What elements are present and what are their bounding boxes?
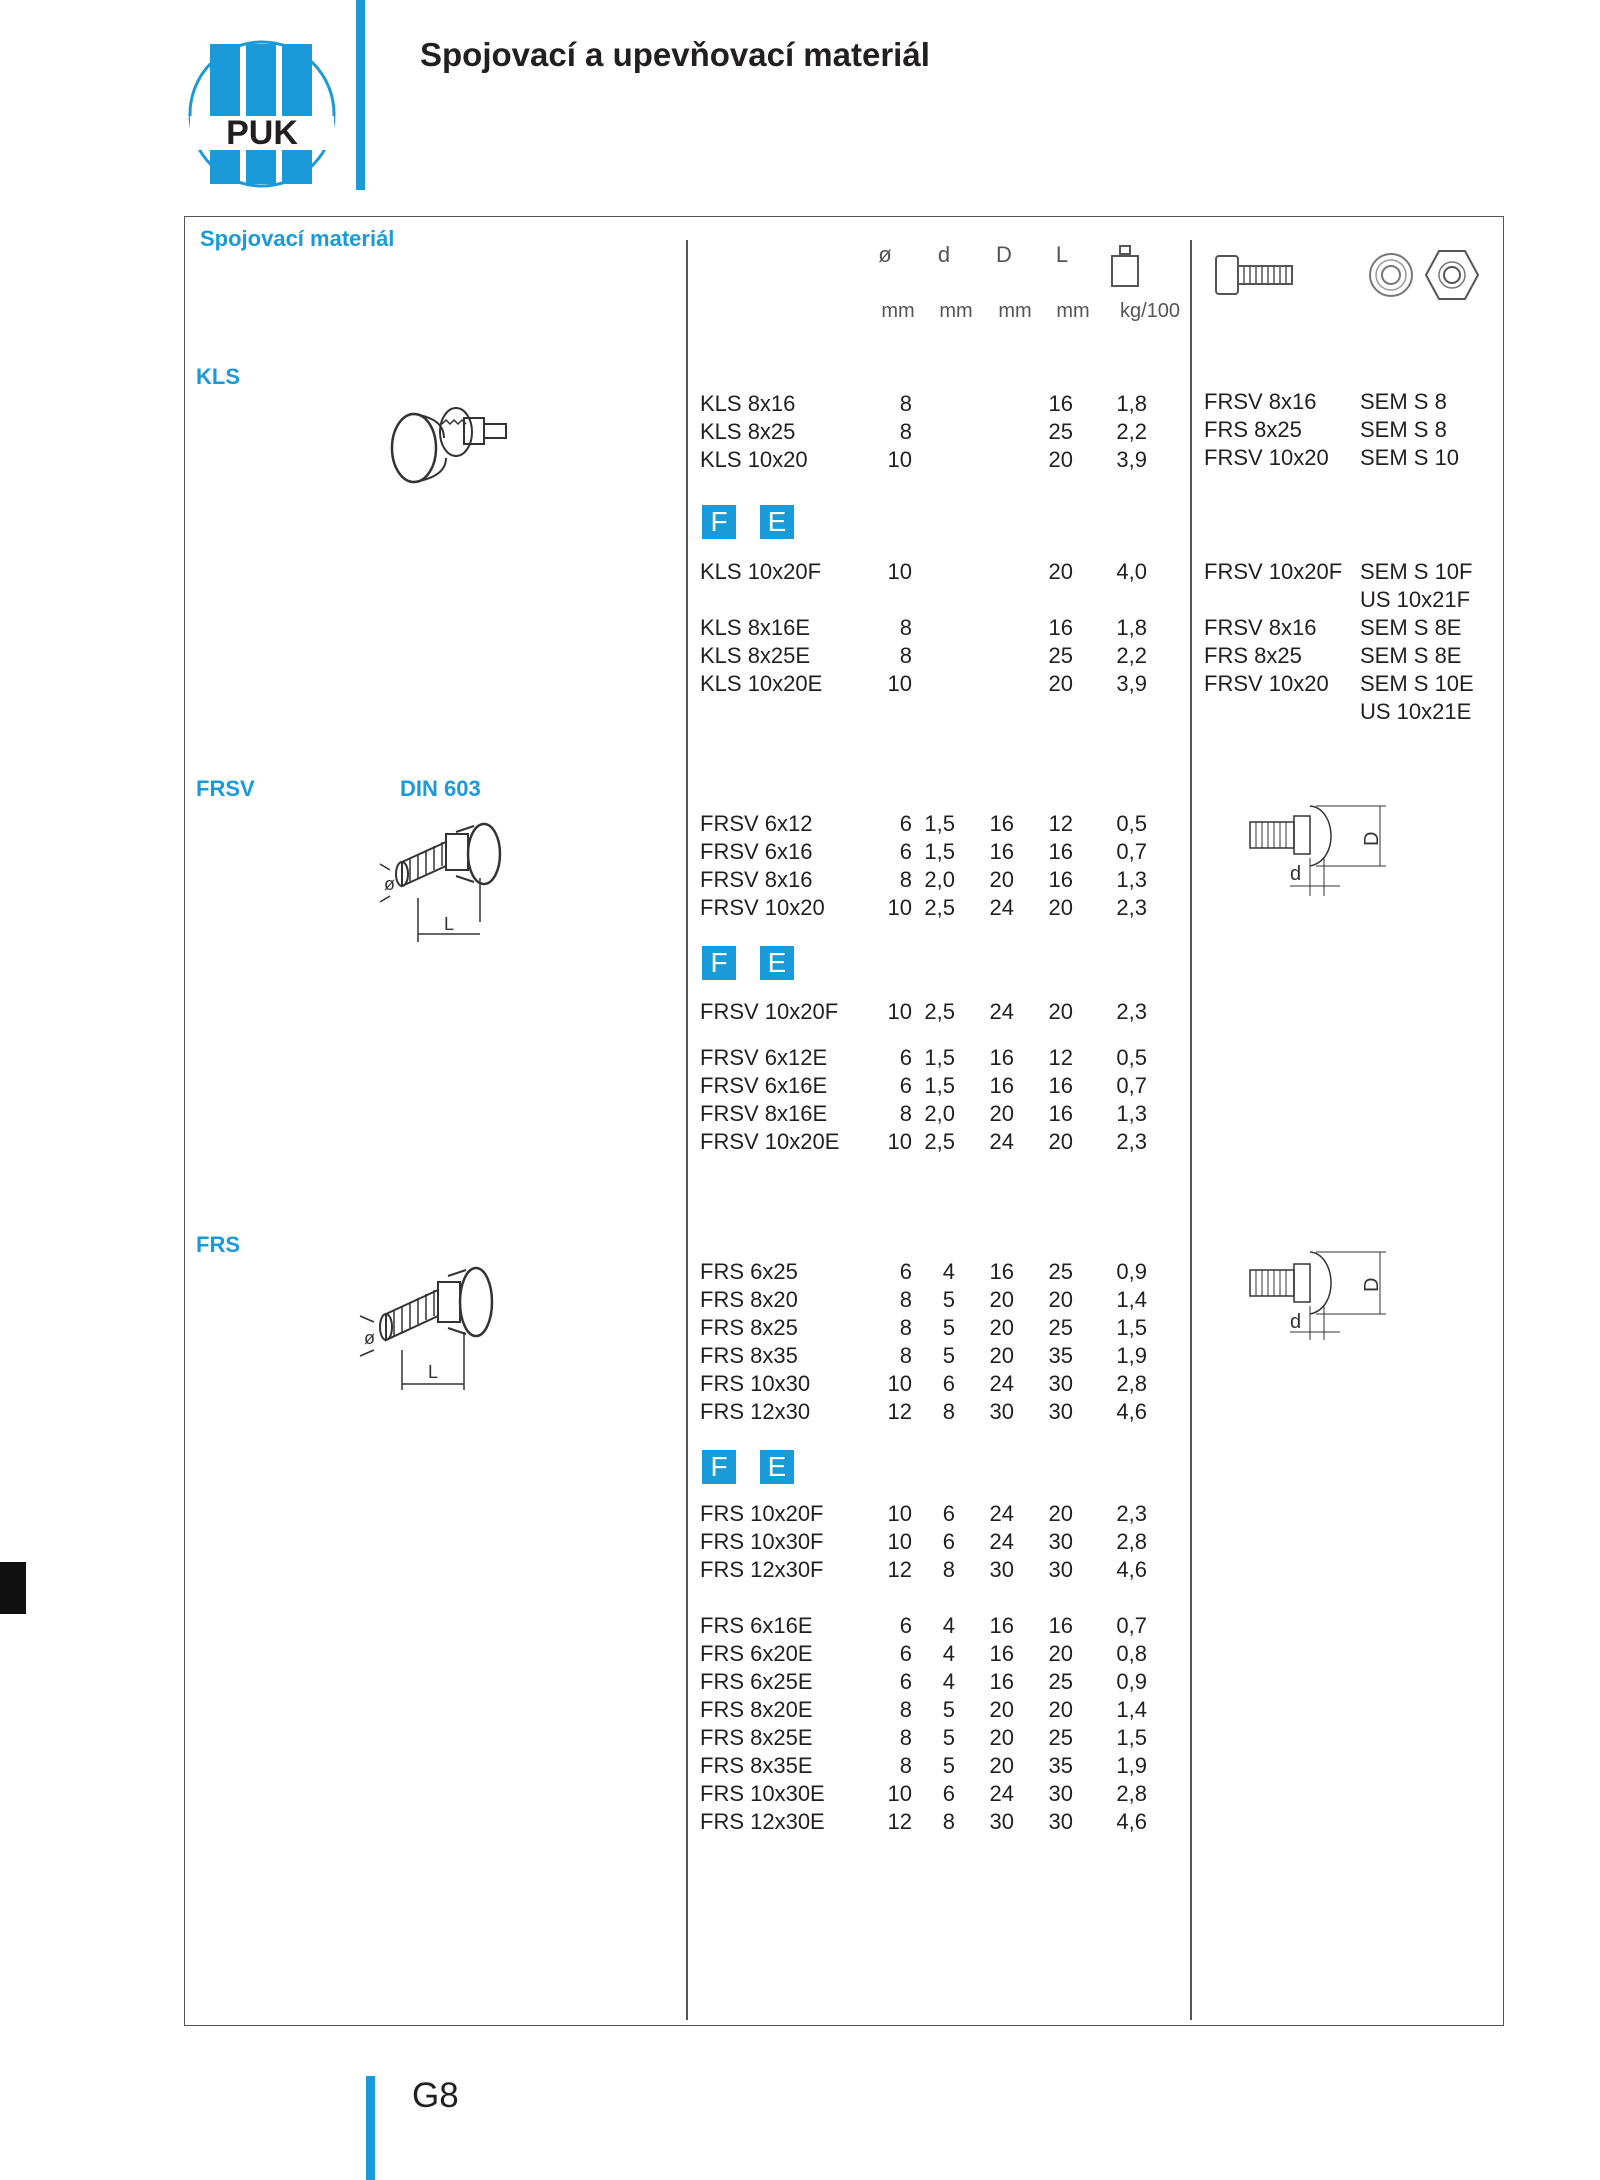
product-code: FRS 8x20E <box>700 1697 813 1722</box>
value-D: 24 <box>989 1781 1014 1806</box>
frs-dimension-drawing <box>1240 1240 1400 1350</box>
col-symbol-D: D <box>996 242 1012 267</box>
frsv-dim-diameter: ø <box>384 874 395 894</box>
value-weight: 2,3 <box>1116 895 1147 920</box>
value-d: 2,5 <box>924 999 955 1024</box>
value-weight: 0,7 <box>1116 839 1147 864</box>
value-weight: 2,3 <box>1116 1501 1147 1526</box>
value-weight: 2,3 <box>1116 1129 1147 1154</box>
value-L: 25 <box>1048 1259 1073 1284</box>
product-code: FRSV 6x16 <box>700 839 813 864</box>
value-weight: 4,6 <box>1116 1557 1147 1582</box>
value-L: 20 <box>1048 671 1073 696</box>
value-weight: 1,3 <box>1116 867 1147 892</box>
value-L: 20 <box>1048 1697 1073 1722</box>
footer-accent-bar <box>366 2076 375 2180</box>
value-d: 6 <box>942 1529 955 1554</box>
value-diameter: 10 <box>887 1371 912 1396</box>
group-label-frs: FRS <box>196 1232 240 1257</box>
header-accent-bar <box>356 0 365 190</box>
compatible-bolt: FRSV 10x20F <box>1204 559 1343 584</box>
value-weight: 2,8 <box>1116 1371 1147 1396</box>
value-diameter: 8 <box>899 643 912 668</box>
product-code: KLS 10x20 <box>700 447 808 472</box>
compatible-bolt: FRSV 8x16 <box>1204 615 1317 640</box>
puk-logo <box>186 38 338 190</box>
value-weight: 2,8 <box>1116 1529 1147 1554</box>
product-code: FRS 10x20F <box>700 1501 824 1526</box>
value-L: 20 <box>1048 1501 1073 1526</box>
product-code: FRSV 10x20E <box>700 1129 840 1154</box>
col-unit-weight: kg/100 <box>1119 300 1181 322</box>
value-d: 6 <box>942 1501 955 1526</box>
value-weight: 1,4 <box>1116 1697 1147 1722</box>
value-L: 20 <box>1048 1287 1073 1312</box>
value-d: 4 <box>942 1613 955 1638</box>
value-D: 30 <box>989 1809 1014 1834</box>
value-D: 24 <box>989 1501 1014 1526</box>
value-diameter: 8 <box>899 419 912 444</box>
group-label-kls: KLS <box>196 364 240 389</box>
value-weight: 4,0 <box>1116 559 1147 584</box>
value-L: 25 <box>1048 419 1073 444</box>
variant-badge: E <box>760 946 794 980</box>
product-code: KLS 8x25E <box>700 643 811 668</box>
value-D: 20 <box>989 1287 1014 1312</box>
frsv-norm-label: DIN 603 <box>400 776 481 801</box>
value-diameter: 8 <box>899 1725 912 1750</box>
value-weight: 2,2 <box>1116 419 1147 444</box>
value-D: 16 <box>989 1073 1014 1098</box>
value-diameter: 8 <box>899 391 912 416</box>
compatible-bolt: FRSV 10x20 <box>1204 445 1329 470</box>
compatible-nut: SEM S 8 <box>1360 417 1447 442</box>
frs-bolt-drawing <box>352 1256 502 1406</box>
variant-badge: F <box>702 1450 736 1484</box>
value-L: 20 <box>1048 447 1073 472</box>
value-D: 16 <box>989 1641 1014 1666</box>
value-d: 4 <box>942 1669 955 1694</box>
value-L: 25 <box>1048 1669 1073 1694</box>
value-D: 24 <box>989 895 1014 920</box>
value-weight: 0,5 <box>1116 811 1147 836</box>
washer-icon <box>1366 250 1416 300</box>
value-L: 25 <box>1048 1725 1073 1750</box>
value-L: 30 <box>1048 1557 1073 1582</box>
value-d: 4 <box>942 1641 955 1666</box>
variant-badge: E <box>760 505 794 539</box>
value-diameter: 10 <box>887 671 912 696</box>
value-D: 20 <box>989 867 1014 892</box>
value-L: 20 <box>1048 1641 1073 1666</box>
value-d: 2,0 <box>924 867 955 892</box>
product-code: FRS 12x30E <box>700 1809 825 1834</box>
product-code: KLS 10x20F <box>700 559 822 584</box>
compatible-bolt: FRSV 8x16 <box>1204 389 1317 414</box>
value-diameter: 6 <box>899 839 912 864</box>
product-code: FRSV 6x12 <box>700 811 813 836</box>
column-divider-left <box>686 240 688 2020</box>
bolt-icon <box>1214 252 1296 298</box>
value-weight: 4,6 <box>1116 1399 1147 1424</box>
product-code: FRS 12x30 <box>700 1399 811 1424</box>
column-divider-right <box>1190 240 1192 2020</box>
product-code: FRS 10x30E <box>700 1781 825 1806</box>
value-L: 25 <box>1048 1315 1073 1340</box>
value-weight: 3,9 <box>1116 671 1147 696</box>
product-code: FRSV 8x16 <box>700 867 813 892</box>
value-D: 16 <box>989 839 1014 864</box>
value-D: 16 <box>989 1613 1014 1638</box>
value-d: 1,5 <box>924 1045 955 1070</box>
value-L: 35 <box>1048 1343 1073 1368</box>
product-code: FRS 6x25E <box>700 1669 813 1694</box>
value-D: 16 <box>989 1259 1014 1284</box>
value-D: 16 <box>989 1669 1014 1694</box>
value-d: 1,5 <box>924 1073 955 1098</box>
value-weight: 2,3 <box>1116 999 1147 1024</box>
product-code: KLS 8x16 <box>700 391 796 416</box>
product-code: FRS 8x35 <box>700 1343 798 1368</box>
value-weight: 1,8 <box>1116 391 1147 416</box>
value-weight: 0,5 <box>1116 1045 1147 1070</box>
value-diameter: 10 <box>887 999 912 1024</box>
value-diameter: 6 <box>899 1641 912 1666</box>
col-symbol-diameter: ø <box>878 242 892 267</box>
value-diameter: 10 <box>887 1529 912 1554</box>
product-code: FRSV 6x12E <box>700 1045 828 1070</box>
product-code: FRS 8x25 <box>700 1315 798 1340</box>
value-diameter: 8 <box>899 1315 912 1340</box>
value-diameter: 6 <box>899 1045 912 1070</box>
value-L: 16 <box>1048 1101 1073 1126</box>
value-diameter: 10 <box>887 895 912 920</box>
product-code: KLS 8x25 <box>700 419 796 444</box>
product-code: FRSV 8x16E <box>700 1101 828 1126</box>
product-code: FRS 12x30F <box>700 1557 824 1582</box>
logo-text: PUK <box>226 114 298 152</box>
compatible-nut: SEM S 10F <box>1360 559 1473 584</box>
value-L: 12 <box>1048 1045 1073 1070</box>
col-symbol-L: L <box>1055 242 1069 267</box>
value-weight: 0,7 <box>1116 1613 1147 1638</box>
value-diameter: 12 <box>887 1557 912 1582</box>
value-weight: 1,9 <box>1116 1753 1147 1778</box>
compatible-nut: SEM S 8E <box>1360 615 1462 640</box>
product-code: FRSV 10x20 <box>700 895 825 920</box>
value-D: 24 <box>989 1529 1014 1554</box>
value-D: 20 <box>989 1753 1014 1778</box>
col-unit-L: mm <box>1056 300 1090 322</box>
frsv-dim-d: d <box>1290 863 1302 885</box>
value-L: 20 <box>1048 895 1073 920</box>
value-D: 16 <box>989 1045 1014 1070</box>
value-L: 20 <box>1048 1129 1073 1154</box>
compatible-nut: SEM S 8 <box>1360 389 1447 414</box>
frsv-dim-L: L <box>444 914 455 934</box>
compatible-bolt: FRS 8x25 <box>1204 643 1302 668</box>
frs-dim-L: L <box>428 1362 439 1382</box>
section-title: Spojovací materiál <box>200 226 395 251</box>
value-L: 16 <box>1048 1613 1073 1638</box>
value-diameter: 10 <box>887 559 912 584</box>
value-diameter: 8 <box>899 867 912 892</box>
value-d: 2,5 <box>924 895 955 920</box>
value-L: 20 <box>1048 559 1073 584</box>
frsv-bolt-drawing <box>372 812 512 962</box>
value-weight: 1,5 <box>1116 1315 1147 1340</box>
nut-icon <box>1424 248 1480 302</box>
value-L: 25 <box>1048 643 1073 668</box>
value-weight: 1,4 <box>1116 1287 1147 1312</box>
value-d: 1,5 <box>924 839 955 864</box>
value-D: 20 <box>989 1343 1014 1368</box>
value-D: 20 <box>989 1101 1014 1126</box>
value-diameter: 8 <box>899 1697 912 1722</box>
col-unit-d: mm <box>939 300 973 322</box>
value-diameter: 8 <box>899 1753 912 1778</box>
product-code: FRS 6x25 <box>700 1259 798 1284</box>
value-L: 16 <box>1048 867 1073 892</box>
weight-icon <box>1108 244 1142 288</box>
value-L: 16 <box>1048 615 1073 640</box>
page-number: G8 <box>412 2076 459 2115</box>
compatible-nut: SEM S 10 <box>1360 445 1460 470</box>
value-D: 20 <box>989 1697 1014 1722</box>
product-code: FRS 10x30F <box>700 1529 824 1554</box>
value-L: 16 <box>1048 391 1073 416</box>
variant-badge: F <box>702 505 736 539</box>
value-L: 20 <box>1048 999 1073 1024</box>
value-D: 30 <box>989 1399 1014 1424</box>
value-L: 30 <box>1048 1809 1073 1834</box>
product-code: FRSV 6x16E <box>700 1073 828 1098</box>
value-diameter: 10 <box>887 1501 912 1526</box>
value-diameter: 12 <box>887 1399 912 1424</box>
compatible-nut: US 10x21E <box>1360 699 1472 724</box>
value-weight: 0,7 <box>1116 1073 1147 1098</box>
value-diameter: 8 <box>899 1287 912 1312</box>
value-d: 2,0 <box>924 1101 955 1126</box>
variant-badge: E <box>760 1450 794 1484</box>
value-d: 8 <box>942 1399 955 1424</box>
value-diameter: 8 <box>899 1343 912 1368</box>
value-weight: 1,5 <box>1116 1725 1147 1750</box>
value-d: 8 <box>942 1557 955 1582</box>
page-title: Spojovací a upevňovací materiál <box>420 36 930 73</box>
value-weight: 3,9 <box>1116 447 1147 472</box>
compatible-nut: US 10x21F <box>1360 587 1471 612</box>
value-D: 24 <box>989 1129 1014 1154</box>
frs-dim-D: D <box>1361 1277 1383 1292</box>
value-d: 4 <box>942 1259 955 1284</box>
group-label-frsv: FRSV <box>196 776 255 801</box>
value-weight: 0,9 <box>1116 1669 1147 1694</box>
value-L: 16 <box>1048 839 1073 864</box>
product-code: KLS 8x16E <box>700 615 811 640</box>
frsv-dim-D: D <box>1361 831 1383 846</box>
value-diameter: 12 <box>887 1809 912 1834</box>
value-diameter: 10 <box>887 1781 912 1806</box>
value-L: 12 <box>1048 811 1073 836</box>
value-D: 30 <box>989 1557 1014 1582</box>
value-diameter: 6 <box>899 811 912 836</box>
value-diameter: 6 <box>899 1259 912 1284</box>
value-d: 8 <box>942 1809 955 1834</box>
value-d: 5 <box>942 1315 955 1340</box>
kls-bolt-drawing <box>384 388 514 498</box>
product-code: FRS 6x16E <box>700 1613 813 1638</box>
value-diameter: 8 <box>899 615 912 640</box>
variant-badge: F <box>702 946 736 980</box>
value-D: 16 <box>989 811 1014 836</box>
value-diameter: 6 <box>899 1613 912 1638</box>
product-code: FRS 8x20 <box>700 1287 798 1312</box>
value-d: 5 <box>942 1287 955 1312</box>
product-code: FRS 8x35E <box>700 1753 813 1778</box>
value-diameter: 6 <box>899 1669 912 1694</box>
col-unit-D: mm <box>998 300 1032 322</box>
value-L: 35 <box>1048 1753 1073 1778</box>
frs-dim-diameter: ø <box>364 1328 375 1348</box>
value-L: 30 <box>1048 1399 1073 1424</box>
value-weight: 1,9 <box>1116 1343 1147 1368</box>
value-d: 5 <box>942 1753 955 1778</box>
value-d: 2,5 <box>924 1129 955 1154</box>
frs-dim-d: d <box>1290 1311 1302 1333</box>
value-weight: 0,9 <box>1116 1259 1147 1284</box>
product-code: FRS 6x20E <box>700 1641 813 1666</box>
value-diameter: 6 <box>899 1073 912 1098</box>
value-diameter: 10 <box>887 1129 912 1154</box>
value-D: 24 <box>989 1371 1014 1396</box>
product-code: KLS 10x20E <box>700 671 823 696</box>
compatible-nut: SEM S 10E <box>1360 671 1474 696</box>
value-diameter: 10 <box>887 447 912 472</box>
value-weight: 2,8 <box>1116 1781 1147 1806</box>
col-symbol-d: d <box>937 242 951 267</box>
value-D: 24 <box>989 999 1014 1024</box>
value-weight: 0,8 <box>1116 1641 1147 1666</box>
compatible-nut: SEM S 8E <box>1360 643 1462 668</box>
value-weight: 2,2 <box>1116 643 1147 668</box>
compatible-bolt: FRS 8x25 <box>1204 417 1302 442</box>
col-unit-diameter: mm <box>881 300 915 322</box>
compatible-bolt: FRSV 10x20 <box>1204 671 1329 696</box>
frsv-dimension-drawing <box>1240 800 1400 910</box>
value-L: 30 <box>1048 1781 1073 1806</box>
product-code: FRS 8x25E <box>700 1725 813 1750</box>
value-weight: 1,8 <box>1116 615 1147 640</box>
value-d: 6 <box>942 1781 955 1806</box>
product-code: FRS 10x30 <box>700 1371 811 1396</box>
value-diameter: 8 <box>899 1101 912 1126</box>
value-L: 30 <box>1048 1371 1073 1396</box>
value-d: 5 <box>942 1725 955 1750</box>
value-L: 30 <box>1048 1529 1073 1554</box>
product-code: FRSV 10x20F <box>700 999 839 1024</box>
value-d: 5 <box>942 1697 955 1722</box>
value-weight: 1,3 <box>1116 1101 1147 1126</box>
value-d: 6 <box>942 1371 955 1396</box>
value-D: 20 <box>989 1725 1014 1750</box>
value-d: 1,5 <box>924 811 955 836</box>
value-D: 20 <box>989 1315 1014 1340</box>
value-d: 5 <box>942 1343 955 1368</box>
side-tab-marker <box>0 1562 26 1614</box>
value-weight: 4,6 <box>1116 1809 1147 1834</box>
value-L: 16 <box>1048 1073 1073 1098</box>
